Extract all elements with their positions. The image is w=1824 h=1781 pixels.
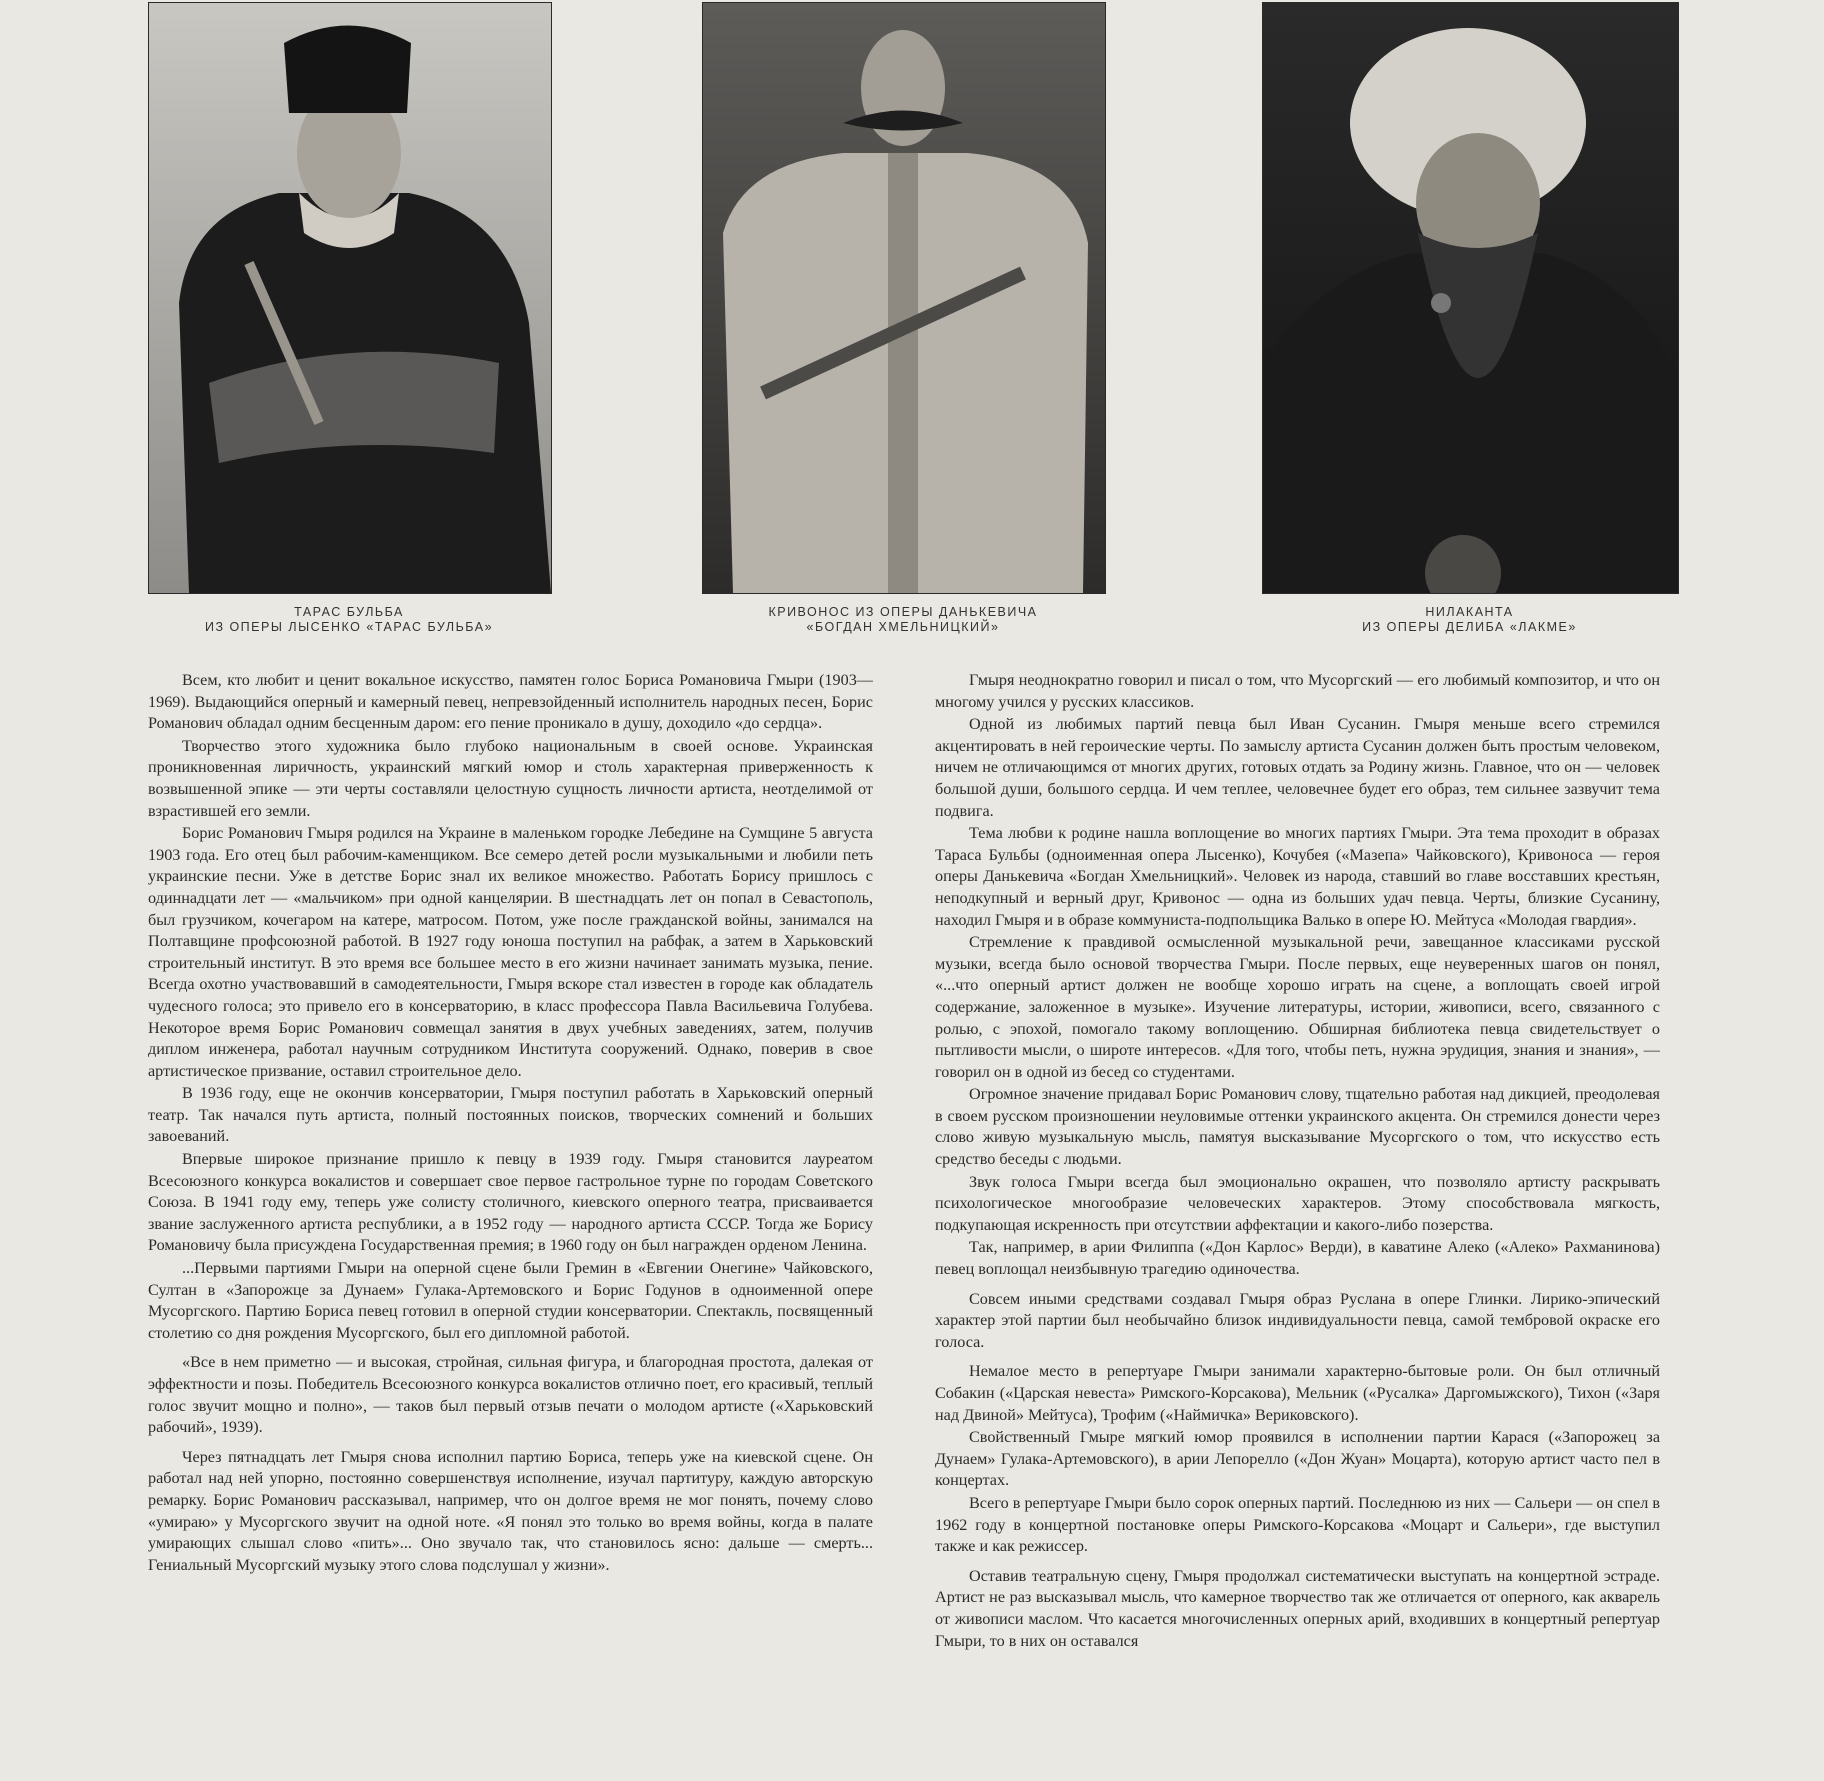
caption-taras-bulba — [148, 605, 550, 635]
caption-line1: ТАРАС БУЛЬБА — [294, 605, 404, 619]
paragraph: Так, например, в арии Филиппа («Дон Карлос» Верди), в каватине Алеко («Алеко» Рахманинова) певец воплощал неизбывную трагедию одиночества. — [935, 1238, 1660, 1279]
paragraph: Звук голоса Гмыри всегда был эмоционально окрашен, что позволяло артисту раскрывать психологическое многообразие человеческих характеров. Этому способствовала мягкость, подкупающая искренность при отсутствии аффектации и какого-либо позерства. — [935, 1172, 1660, 1234]
paragraph: «Все в нем приметно — и высокая, стройная, сильная фигура, и благородная простота, далекая от эффектности и позы. Победитель Всесоюзного конкурса вокалистов отлично поет, его красивый, теплый голос звучит мощно и полно», — таков был первый отзыв печати о молодом артисте («Харьковский рабочий», 1939). — [148, 1353, 873, 1437]
caption-line2: ИЗ ОПЕРЫ ДЕЛИБА «ЛАКМЕ» — [1362, 620, 1577, 634]
paragraph: Через пятнадцать лет Гмыря снова исполнил партию Бориса, теперь уже на киевской сцене. Он работал над ней упорно, постоянно совершенствуя исполнение, изучал партитуру, каждую авторскую ремарку. Борис Романович рассказывал, например, что он долгое время не мог понять, почему слово «умираю» у Мусоргского звучит на одной ноте. «Я понял это только во время войны, когда в палате умирающих слышал слово «пить»... Оно звучало так, что становилось ясно: дальше — смерть... Гениальный Мусоргский музыку этого слова подслушал у жизни». — [148, 1447, 873, 1574]
portrait-nilakantha-figure — [1263, 3, 1678, 593]
paragraph: Оставив театральную сцену, Гмыря продолжал систематически выступать на концертной эстраде. Артист не раз высказывал мысль, что камерное творчество так же отличается от оперного, как акварель от живописи маслом. Что касается многочисленных оперных арий, входивших в концертный репертуар Гмыри, то в них он оставался — [935, 1566, 1660, 1650]
portrait-cossack-figure — [149, 3, 551, 593]
caption-nilakantha — [1262, 605, 1677, 635]
photo-krivonos — [702, 2, 1106, 594]
photo-nilakantha — [1262, 2, 1679, 594]
paragraph: Огромное значение придавал Борис Романович слову, тщательно работая над дикцией, преодолевая в своем русском произношении неуловимые оттенки украинского акцента. Он стремился донести через слово живую музыкальную мысль, памятуя высказывание Мусоргского о том, что искусство есть средство беседы с людьми. — [935, 1085, 1660, 1169]
caption-krivonos — [702, 605, 1104, 635]
paragraph: Свойственный Гмыре мягкий юмор проявился в исполнении партии Карася («Запорожец за Дунаем» Гулака-Артемовского), в арии Лепорелло («Дон Жуан» Моцарта), которую артист часто пел в концертах. — [935, 1428, 1660, 1490]
paragraph: Немалое место в репертуаре Гмыри занимали характерно-бытовые роли. Он был отличный Собакин («Царская невеста» Римского-Корсакова), Мельник («Русалка» Даргомыжского), Тихон («Заря над Двиной» Мейтуса), Трофим («Наймичка» Вериковского). — [935, 1362, 1660, 1424]
right-text-column — [935, 670, 1660, 1653]
paragraph: Стремление к правдивой осмысленной музыкальной речи, завещанное классиками русской музыки, всегда было основой творчества Гмыри. После первых, еще неуверенных шагов он понял, «...что оперный артист должен не вообще хорошо играть на сцене, а воплощать своей игрой содержание, заложенное в музыке». Изучение литературы, истории, живописи, всего, связанного с ролью, с эпохой, помогало такому воплощению. Обширная библиотека певца свидетельствует о пытливости мысли, о широте интересов. «Для того, чтобы петь, нужна эрудиция, знания и знания», — говорил он в одной из бесед со студентами. — [935, 933, 1660, 1081]
left-text-column — [148, 670, 873, 1577]
paragraph: Борис Романович Гмыря родился на Украине в маленьком городке Лебедине на Сумщине 5 августа 1903 года. Его отец был рабочим-каменщиком. Все семеро детей росли музыкальными и любили петь украинские песни. Уже в детстве Борис знал их великое множество. Работать Борису пришлось с одиннадцати лет — «мальчиком» при одной канцелярии. В шестнадцать лет он попал в Севастополь, был грузчиком, кочегаром на катере, матросом. Потом, уже после гражданской войны, занимался на Полтавщине профсоюзной работой. В 1927 году юноша поступил на рабфак, а затем в Харьковский строительный институт. В это время все большее место в его жизни начинает занимать музыка, пение. Всегда охотно участвовавший в самодеятельности, Гмыря вскоре стал известен в городе как обладатель чудесного голоса; это привело его в консерваторию, в класс профессора Павла Васильевича Голубева. Некоторое время Борис Романович совмещал занятия в двух учебных заведениях, затем, получив диплом инженера, работал научным сотрудником Института сооружений. Однако, поверив в свое артистическое призвание, оставил строительное дело. — [148, 824, 873, 1080]
caption-line2: ИЗ ОПЕРЫ ЛЫСЕНКО «ТАРАС БУЛЬБА» — [204, 620, 494, 634]
paragraph: Впервые широкое признание пришло к певцу в 1939 году. Гмыря становится лауреатом Всесоюзного конкурса вокалистов и совершает свое первое гастрольное турне по городам Советского Союза. В 1941 году ему, теперь уже солисту столичного, киевского оперного театра, присваивается звание заслуженного артиста республики, а в 1952 году — народного артиста СССР. Тогда же Борису Романовичу была присуждена Государственная премия; в 1960 году он был награжден орденом Ленина. — [148, 1150, 873, 1255]
paragraph: Всего в репертуаре Гмыри было сорок оперных партий. Последнюю из них — Сальери — он спел в 1962 году в концертной постановке оперы Римского-Корсакова «Моцарт и Сальери», где выступил также и как режиссер. — [935, 1493, 1660, 1556]
caption-line2: «БОГДАН ХМЕЛЬНИЦКИЙ» — [806, 620, 1000, 634]
paragraph: В 1936 году, еще не окончив консерватории, Гмыря поступил работать в Харьковский оперный театр. Так начался путь артиста, полный постоянных поисков, творческих сомнений и больших завоеваний. — [148, 1084, 873, 1146]
paragraph: ...Первыми партиями Гмыри на оперной сцене были Гремин в «Евгении Онегине» Чайковского, Султан в «Запорожце за Дунаем» Гулака-Артемовского и Борис Годунов в одноименной опере Мусоргского. Партию Бориса певец готовил в оперной студии консерватории. Спектакль, посвященный столетию со дня рождения Мусоргского, был его дипломной работой. — [148, 1259, 873, 1342]
paragraph: Тема любви к родине нашла воплощение во многих партиях Гмыри. Эта тема проходит в образах Тараса Бульбы (одноименная опера Лысенко), Кочубея («Мазепа» Чайковского), Кривоноса — героя оперы Данькевича «Богдан Хмельницкий». Человек из народа, ставший во главе восставших крестьян, неподкупный и верный друг, Кривонос — одна из больших удач певца. Черты, близкие Сусанину, находил Гмыря и в образе коммуниста-подпольщика Валько в опере Ю. Мейтуса «Молодая гвардия». — [935, 824, 1660, 929]
paragraph: Гмыря неоднократно говорил и писал о том, что Мусоргский — его любимый композитор, и что он многому учился у русских классиков. — [935, 671, 1660, 711]
caption-line1: КРИВОНОС ИЗ ОПЕРЫ ДАНЬКЕВИЧА — [768, 605, 1038, 619]
paragraph: Совсем иными средствами создавал Гмыря образ Руслана в опере Глинки. Лирико-эпический характер этой партии был необычайно близок индивидуальности певца, самой тембровой окраске его голоса. — [935, 1289, 1660, 1351]
paragraph: Всем, кто любит и ценит вокальное искусство, памятен голос Бориса Романовича Гмыри (1903—1969). Выдающийся оперный и камерный певец, непревзойденный исполнитель народных песен, Борис Романович обладал одним бесценным даром: его пение проникало в душу, доходило «до сердца». — [148, 671, 873, 733]
paragraph: Творчество этого художника было глубоко национальным в своей основе. Украинская проникновенная лиричность, украинский мягкий юмор и столь характерная приверженность к возвышенной эпике — эти черты составляли целостную сущность личности артиста, неотделимой от взрастившей его земли. — [148, 736, 873, 820]
paragraph: Одной из любимых партий певца был Иван Сусанин. Гмыря меньше всего стремился акцентировать в ней героические черты. По замыслу артиста Сусанин должен быть простым человеком, ничем не отличающимся от многих других, готовых отдать за Родину жизнь. Главное, что он — человек большой души, большого сердца. И чем теплее, человечнее будет его образ, тем сильнее зазвучит тема подвига. — [935, 715, 1660, 820]
photo-taras-bulba — [148, 2, 552, 594]
caption-line1: НИЛАКАНТА — [1425, 605, 1514, 619]
portrait-krivonos-figure — [703, 3, 1105, 593]
